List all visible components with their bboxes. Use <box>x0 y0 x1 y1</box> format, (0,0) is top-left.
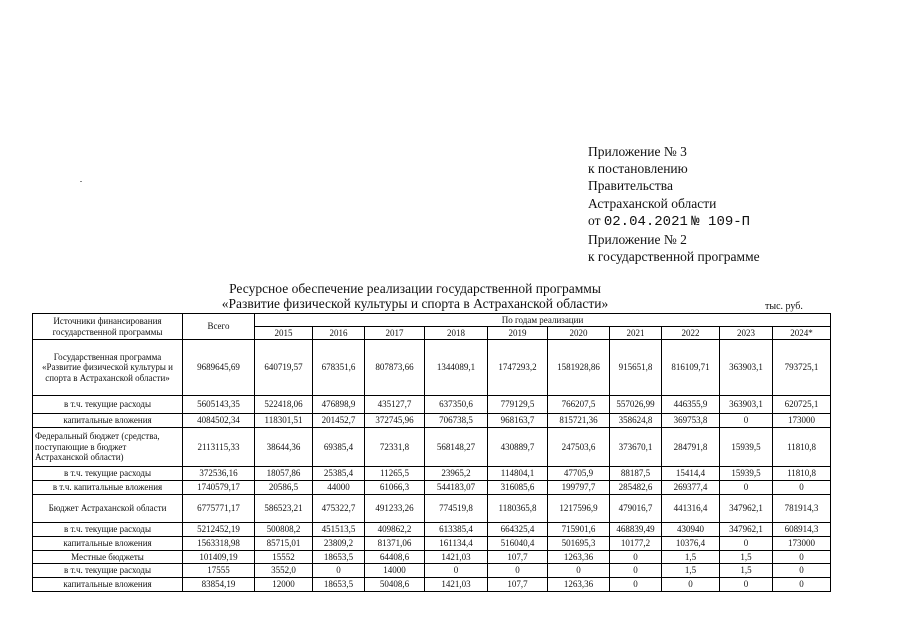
appendix-line: Приложение № 3 <box>588 144 687 159</box>
appendix-line: к постановлению <box>588 161 688 177</box>
year-value-cell: 18653,5 <box>313 551 365 564</box>
scan-speck <box>80 181 82 182</box>
year-value-cell: 968163,7 <box>488 414 548 428</box>
row-label: Бюджет Астраханской области <box>33 495 183 523</box>
year-header: 2024* <box>773 327 831 340</box>
year-value-cell: 613385,4 <box>425 523 488 537</box>
year-value-cell: 15414,4 <box>662 467 720 481</box>
year-value-cell: 15552 <box>255 551 313 564</box>
year-value-cell: 501695,3 <box>548 537 610 551</box>
year-value-cell: 107,7 <box>488 578 548 592</box>
row-total: 5212452,19 <box>183 523 255 537</box>
year-value-cell: 358624,8 <box>610 414 662 428</box>
year-header: 2022 <box>662 327 720 340</box>
row-total: 1563318,98 <box>183 537 255 551</box>
year-value-cell: 640719,57 <box>255 340 313 396</box>
year-value-cell: 72331,8 <box>365 428 425 467</box>
year-value-cell: 0 <box>720 578 773 592</box>
appendix-line: Правительства <box>588 178 673 194</box>
year-value-cell: 173000 <box>773 414 831 428</box>
year-header: 2016 <box>313 327 365 340</box>
row-label: в т.ч. текущие расходы <box>33 396 183 414</box>
row-label: в т.ч. текущие расходы <box>33 523 183 537</box>
year-value-cell: 18057,86 <box>255 467 313 481</box>
year-value-cell: 779129,5 <box>488 396 548 414</box>
year-value-cell: 199797,7 <box>548 481 610 495</box>
row-label: Федеральный бюджет (средства, поступающие в бюджет Астраханской области) <box>33 428 183 467</box>
year-value-cell: 706738,5 <box>425 414 488 428</box>
year-value-cell: 807873,66 <box>365 340 425 396</box>
year-value-cell: 173000 <box>773 537 831 551</box>
row-total: 17555 <box>183 564 255 578</box>
row-total: 372536,16 <box>183 467 255 481</box>
year-header: 2018 <box>425 327 488 340</box>
header-years-group: По годам реализации <box>255 314 831 327</box>
year-value-cell: 347962,1 <box>720 523 773 537</box>
year-value-cell: 1,5 <box>662 564 720 578</box>
year-value-cell: 44000 <box>313 481 365 495</box>
appendix-line: Приложение № 2 <box>588 232 687 248</box>
year-value-cell: 372745,96 <box>365 414 425 428</box>
year-value-cell: 0 <box>773 578 831 592</box>
year-value-cell: 10177,2 <box>610 537 662 551</box>
year-value-cell: 1747293,2 <box>488 340 548 396</box>
year-value-cell: 0 <box>488 564 548 578</box>
decree-date: 02.04.2021 <box>603 213 688 230</box>
year-value-cell: 284791,8 <box>662 428 720 467</box>
year-value-cell: 557026,99 <box>610 396 662 414</box>
funding-table <box>32 313 831 592</box>
year-value-cell: 1581928,86 <box>548 340 610 396</box>
row-label: Государственная программа «Развитие физической культуры и спорта в Астраханской области» <box>33 340 183 396</box>
year-value-cell: 18653,5 <box>313 578 365 592</box>
appendix-line: Астраханской области <box>588 195 717 211</box>
year-value-cell: 766207,5 <box>548 396 610 414</box>
row-label: капитальные вложения <box>33 578 183 592</box>
year-value-cell: 23965,2 <box>425 467 488 481</box>
year-value-cell: 516040,4 <box>488 537 548 551</box>
year-value-cell: 1263,36 <box>548 578 610 592</box>
year-value-cell: 363903,1 <box>720 340 773 396</box>
table-row <box>33 467 831 481</box>
table-row <box>33 396 831 414</box>
year-value-cell: 25385,4 <box>313 467 365 481</box>
year-value-cell: 774519,8 <box>425 495 488 523</box>
year-value-cell: 247503,6 <box>548 428 610 467</box>
year-value-cell: 816109,71 <box>662 340 720 396</box>
year-value-cell: 15939,5 <box>720 428 773 467</box>
year-value-cell: 12000 <box>255 578 313 592</box>
year-value-cell: 608914,3 <box>773 523 831 537</box>
year-value-cell: 363903,1 <box>720 396 773 414</box>
year-value-cell: 1344089,1 <box>425 340 488 396</box>
year-value-cell: 479016,7 <box>610 495 662 523</box>
year-value-cell: 664325,4 <box>488 523 548 537</box>
year-value-cell: 285482,6 <box>610 481 662 495</box>
year-value-cell: 11810,8 <box>773 428 831 467</box>
year-value-cell: 446355,9 <box>662 396 720 414</box>
year-value-cell: 915651,8 <box>610 340 662 396</box>
row-total: 6775771,17 <box>183 495 255 523</box>
year-value-cell: 64408,6 <box>365 551 425 564</box>
year-value-cell: 61066,3 <box>365 481 425 495</box>
units-label: тыс. руб. <box>765 301 803 312</box>
table-body <box>33 340 831 592</box>
year-value-cell: 491233,26 <box>365 495 425 523</box>
row-total: 101409,19 <box>183 551 255 564</box>
year-value-cell: 476898,9 <box>313 396 365 414</box>
year-value-cell: 1,5 <box>720 551 773 564</box>
year-header: 2017 <box>365 327 425 340</box>
year-value-cell: 15939,5 <box>720 467 773 481</box>
year-value-cell: 269377,4 <box>662 481 720 495</box>
year-value-cell: 201452,7 <box>313 414 365 428</box>
year-value-cell: 409862,2 <box>365 523 425 537</box>
row-total: 83854,19 <box>183 578 255 592</box>
table-row <box>33 523 831 537</box>
year-value-cell: 522418,06 <box>255 396 313 414</box>
table-row <box>33 481 831 495</box>
year-value-cell: 1,5 <box>662 551 720 564</box>
year-value-cell: 11810,8 <box>773 467 831 481</box>
year-header: 2020 <box>548 327 610 340</box>
year-value-cell: 1421,03 <box>425 551 488 564</box>
year-value-cell: 1421,03 <box>425 578 488 592</box>
year-value-cell: 47705,9 <box>548 467 610 481</box>
date-prefix: от <box>588 212 601 228</box>
year-value-cell: 20586,5 <box>255 481 313 495</box>
decree-date-line <box>588 212 760 231</box>
year-value-cell: 715901,6 <box>548 523 610 537</box>
title-line: «Развитие физической культуры и спорта в Астраханской области» <box>221 296 609 311</box>
year-value-cell: 0 <box>313 564 365 578</box>
year-value-cell: 0 <box>662 578 720 592</box>
year-value-cell: 430889,7 <box>488 428 548 467</box>
year-value-cell: 0 <box>773 481 831 495</box>
year-value-cell: 369753,8 <box>662 414 720 428</box>
year-value-cell: 0 <box>773 551 831 564</box>
row-label: в т.ч. капитальные вложения <box>33 481 183 495</box>
year-value-cell: 451513,5 <box>313 523 365 537</box>
year-value-cell: 1217596,9 <box>548 495 610 523</box>
year-value-cell: 0 <box>548 564 610 578</box>
year-header: 2021 <box>610 327 662 340</box>
year-value-cell: 81371,06 <box>365 537 425 551</box>
year-value-cell: 637350,6 <box>425 396 488 414</box>
row-total: 4084502,34 <box>183 414 255 428</box>
year-value-cell: 1180365,8 <box>488 495 548 523</box>
year-value-cell: 23809,2 <box>313 537 365 551</box>
year-value-cell: 88187,5 <box>610 467 662 481</box>
year-value-cell: 50408,6 <box>365 578 425 592</box>
year-value-cell: 586523,21 <box>255 495 313 523</box>
year-header: 2015 <box>255 327 313 340</box>
year-value-cell: 475322,7 <box>313 495 365 523</box>
table-row <box>33 414 831 428</box>
appendix-line: к государственной программе <box>588 249 760 265</box>
year-value-cell: 0 <box>773 564 831 578</box>
year-value-cell: 441316,4 <box>662 495 720 523</box>
year-value-cell: 678351,6 <box>313 340 365 396</box>
decree-number: № 109-П <box>691 213 751 230</box>
row-total: 1740579,17 <box>183 481 255 495</box>
year-value-cell: 0 <box>610 564 662 578</box>
year-value-cell: 161134,4 <box>425 537 488 551</box>
year-value-cell: 620725,1 <box>773 396 831 414</box>
year-value-cell: 3552,0 <box>255 564 313 578</box>
row-total: 5605143,35 <box>183 396 255 414</box>
header-source: Источники финансирования государственной программы <box>33 314 183 340</box>
year-value-cell: 0 <box>425 564 488 578</box>
year-value-cell: 0 <box>610 578 662 592</box>
year-header: 2023 <box>720 327 773 340</box>
year-value-cell: 435127,7 <box>365 396 425 414</box>
year-value-cell: 0 <box>720 537 773 551</box>
year-value-cell: 107,7 <box>488 551 548 564</box>
year-value-cell: 11265,5 <box>365 467 425 481</box>
year-value-cell: 0 <box>610 551 662 564</box>
year-value-cell: 118301,51 <box>255 414 313 428</box>
year-value-cell: 430940 <box>662 523 720 537</box>
year-value-cell: 347962,1 <box>720 495 773 523</box>
row-total: 2113115,33 <box>183 428 255 467</box>
year-value-cell: 373670,1 <box>610 428 662 467</box>
year-value-cell: 468839,49 <box>610 523 662 537</box>
row-label: капитальные вложения <box>33 537 183 551</box>
year-value-cell: 568148,27 <box>425 428 488 467</box>
table-row <box>33 537 831 551</box>
year-value-cell: 500808,2 <box>255 523 313 537</box>
header-total: Всего <box>183 314 255 340</box>
year-value-cell: 10376,4 <box>662 537 720 551</box>
year-value-cell: 85715,01 <box>255 537 313 551</box>
year-value-cell: 69385,4 <box>313 428 365 467</box>
row-label: Местные бюджеты <box>33 551 183 564</box>
table-row <box>33 495 831 523</box>
table-row <box>33 578 831 592</box>
year-value-cell: 0 <box>720 481 773 495</box>
table-row <box>33 340 831 396</box>
document-title <box>180 281 650 311</box>
table-row <box>33 428 831 467</box>
year-value-cell: 781914,3 <box>773 495 831 523</box>
year-value-cell: 815721,36 <box>548 414 610 428</box>
row-label: капитальные вложения <box>33 414 183 428</box>
row-label: в т.ч. текущие расходы <box>33 467 183 481</box>
year-header: 2019 <box>488 327 548 340</box>
year-value-cell: 14000 <box>365 564 425 578</box>
title-line: Ресурсное обеспечение реализации государственной программы <box>229 281 601 296</box>
year-value-cell: 114804,1 <box>488 467 548 481</box>
year-value-cell: 544183,07 <box>425 481 488 495</box>
year-value-cell: 793725,1 <box>773 340 831 396</box>
table-row <box>33 564 831 578</box>
table-row <box>33 551 831 564</box>
year-value-cell: 316085,6 <box>488 481 548 495</box>
year-value-cell: 1263,36 <box>548 551 610 564</box>
row-total: 9689645,69 <box>183 340 255 396</box>
row-label: в т.ч. текущие расходы <box>33 564 183 578</box>
year-value-cell: 38644,36 <box>255 428 313 467</box>
year-value-cell: 1,5 <box>720 564 773 578</box>
year-value-cell: 0 <box>720 414 773 428</box>
appendix-header <box>588 143 760 265</box>
